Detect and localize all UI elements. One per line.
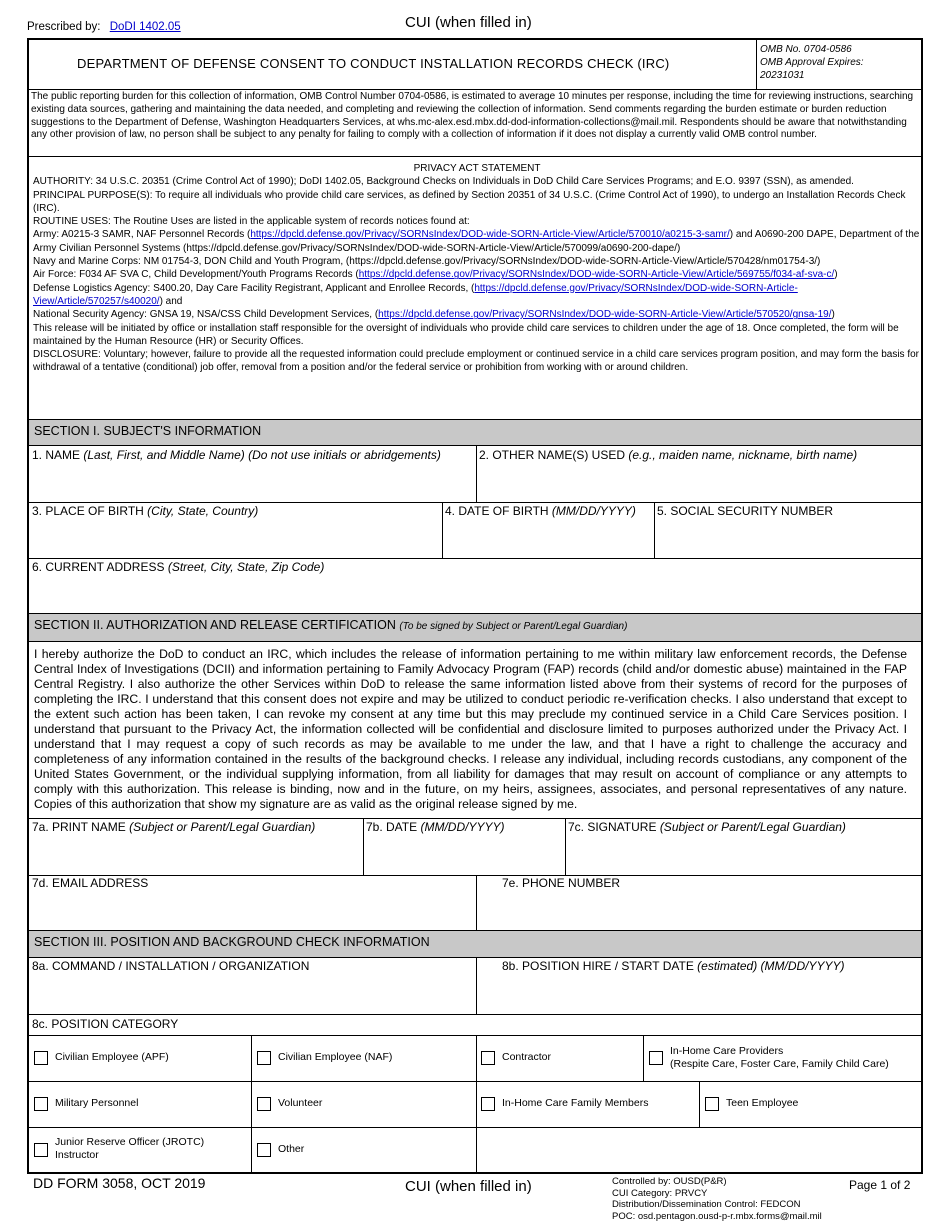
start-date-input[interactable] [480, 976, 920, 1010]
military-label: Military Personnel [55, 1097, 139, 1109]
cui-category: CUI Category: PRVCY [612, 1187, 708, 1199]
civ-apf-label: Civilian Employee (APF) [55, 1051, 169, 1063]
privacy-nsa [33, 308, 921, 321]
place-of-birth-input[interactable] [33, 521, 439, 555]
poc-email: POC: osd.pentagon.ousd-p-r.mbx.forms@mail.mil [612, 1210, 822, 1222]
date-of-birth-input[interactable] [446, 521, 651, 555]
inhome-providers-checkbox[interactable] [649, 1051, 663, 1065]
military-checkbox[interactable] [34, 1097, 48, 1111]
prescribed-by [27, 21, 181, 34]
privacy-heading: PRIVACY ACT STATEMENT [413, 163, 541, 174]
page-number: Page 1 of 2 [849, 1178, 911, 1192]
command-input[interactable] [33, 976, 473, 1010]
dla-sorn-link[interactable]: https://dpcld.defense.gov/Privacy/SORNsIndex/DOD-wide-SORN-Article-View/Article/570257/s40020/ [33, 282, 798, 307]
section-2-header [29, 613, 921, 642]
signature-field[interactable] [569, 837, 920, 871]
section-2-title: SECTION II. AUTHORIZATION AND RELEASE CERTIFICATION [34, 618, 396, 632]
volunteer-label: Volunteer [278, 1097, 323, 1109]
prescribed-label: Prescribed by: [27, 21, 101, 33]
teen-label: Teen Employee [726, 1097, 799, 1109]
other-label: Other [278, 1143, 305, 1155]
field-8c-label: 8c. POSITION CATEGORY [32, 1017, 179, 1031]
jrotc-checkbox[interactable] [34, 1143, 48, 1157]
date-signed-input[interactable] [367, 837, 562, 871]
field-7c-label: 7c. SIGNATURE (Subject or Parent/Legal Guardian) [568, 820, 846, 834]
contractor-label: Contractor [502, 1051, 552, 1063]
field-2-label: 2. OTHER NAME(S) USED (e.g., maiden name, nickname, birth name) [479, 448, 858, 462]
field-8a-label: 8a. COMMAND / INSTALLATION / ORGANIZATION [32, 959, 310, 973]
civ-apf-checkbox[interactable] [34, 1051, 48, 1065]
privacy-airforce [33, 268, 921, 281]
prescribed-link[interactable]: DoDI 1402.05 [109, 21, 181, 33]
cui-designation-block [612, 1176, 822, 1222]
privacy-army [33, 228, 921, 255]
form-title: DEPARTMENT OF DEFENSE CONSENT TO CONDUCT INSTALLATION RECORDS CHECK (IRC) [77, 56, 670, 71]
civ-naf-checkbox[interactable] [257, 1051, 271, 1065]
inhome-family-label: In-Home Care Family Members [502, 1097, 649, 1109]
af-text-2: ) [834, 269, 838, 281]
dla-text: Defense Logistics Agency: S400.20, Day Care Facility Registrant, Applicant and Enrollee Records, ( [33, 282, 475, 294]
cui-marking-bottom: CUI (when filled in) [405, 1178, 532, 1195]
dissemination-control: Distribution/Dissemination Control: FEDCON [612, 1199, 801, 1210]
form-id: DD FORM 3058, OCT 2019 [33, 1175, 206, 1191]
ssn-input[interactable] [658, 521, 920, 555]
field-8b-label: 8b. POSITION HIRE / START DATE (estimated) (MM/DD/YYYY) [502, 959, 845, 973]
army-text-2: ) and A0690-200 DAPE, Department of the Army Civilian Personnel Systems (https://dpcld.defense.gov/Privacy/SORNsIndex/DOD-wide-SORN-Article-View/Article/570099/a0690-200-dape/) [33, 229, 920, 254]
omb-block [760, 43, 864, 82]
name-input[interactable] [33, 465, 473, 499]
field-7a-label: 7a. PRINT NAME (Subject or Parent/Legal Guardian) [32, 820, 316, 834]
army-sorn-link[interactable]: https://dpcld.defense.gov/Privacy/SORNsIndex/DOD-wide-SORN-Article-View/Article/570010/a0215-3-samr/ [250, 229, 730, 241]
phone-input[interactable] [480, 893, 920, 927]
teen-checkbox[interactable] [705, 1097, 719, 1111]
field-7d-label: 7d. EMAIL ADDRESS [32, 876, 149, 890]
jrotc-label: Junior Reserve Officer (JROTC) Instructor [55, 1136, 205, 1161]
privacy-disclosure: DISCLOSURE: Voluntary; however, failure to provide all the requested information could preclude employment or continued service in a child care services program position, and may form the basis for withdrawal of a tentative (conditional) job offer, removal from a position and/or the federal service or prohibition from working with or around children. [33, 349, 919, 374]
omb-expires-label: OMB Approval Expires: [760, 57, 864, 68]
other-names-input[interactable] [480, 465, 920, 499]
privacy-authority: AUTHORITY: 34 U.S.C. 20351 (Crime Control Act of 1990); DoDI 1402.05, Background Checks on Individuals in DoD Child Care Services Programs; and E.O. 9397 (SSN), as amended. [33, 176, 854, 188]
field-5-label: 5. SOCIAL SECURITY NUMBER [657, 504, 834, 518]
form-page [27, 38, 923, 1174]
burden-statement: The public reporting burden for this collection of information, OMB Control Number 0704-0586, is estimated to average 10 minutes per response, including the time for reviewing instructions, searching existing data sources, gathering and maintaining the data needed, and completing and reviewing the collection of information. Send comments regarding the burden estimate or burden reduction suggestions to the Department of Defense, Washington Headquarters Services, at whs.mc-alex.esd.mbx.dd-dod-information-collections@mail.mil. Respondents should be aware that notwithstanding any other provision of law, no person shall be subject to any penalty for failing to comply with a collection of information if it does not display a currently valid OMB control number. [31, 91, 914, 141]
controlled-by: Controlled by: OUSD(P&R) [612, 1176, 727, 1187]
section-1-header [29, 419, 921, 446]
cui-marking-top: CUI (when filled in) [405, 14, 532, 31]
contractor-checkbox[interactable] [481, 1051, 495, 1065]
volunteer-checkbox[interactable] [257, 1097, 271, 1111]
section-2-subtitle: (To be signed by Subject or Parent/Legal Guardian) [399, 621, 628, 632]
field-6-label: 6. CURRENT ADDRESS (Street, City, State, Zip Code) [32, 560, 325, 574]
field-3-label: 3. PLACE OF BIRTH (City, State, Country) [32, 504, 259, 518]
privacy-purpose: PRINCIPAL PURPOSE(S): To require all individuals who provide child care services, as defined by Section 20351 of 34 U.S.C. (Crime Control Act of 1990), to undergo an Installation Records Check (IRC). [33, 189, 906, 214]
civ-naf-label: Civilian Employee (NAF) [278, 1051, 393, 1063]
privacy-dla [33, 282, 921, 309]
inhome-providers-label: In-Home Care Providers (Respite Care, Foster Care, Family Child Care) [670, 1045, 889, 1070]
inhome-family-checkbox[interactable] [481, 1097, 495, 1111]
field-4-label: 4. DATE OF BIRTH (MM/DD/YYYY) [445, 504, 636, 518]
privacy-act-statement [33, 162, 921, 375]
privacy-release: This release will be initiated by office or installation staff responsible for the oversight of individuals who provide child care services to children under the age of 18. Once completed, the form will be maintained by the Human Resource (HR) or Security Offices. [33, 322, 899, 347]
field-1-label: 1. NAME (Last, First, and Middle Name) (Do not use initials or abridgements) [32, 448, 441, 462]
af-sorn-link[interactable]: https://dpcld.defense.gov/Privacy/SORNsIndex/DOD-wide-SORN-Article-View/Article/569755/f034-af-sva-c/ [358, 269, 835, 281]
omb-expires-date: 20231031 [760, 70, 805, 81]
authorization-text: I hereby authorize the DoD to conduct an IRC, which includes the release of information pertaining to me within military law enforcement records, the Defense Central Index of Investigations (DCII) and information pertaining to Family Advocacy Program (FAP) records (child and/or domestic abuse) maintained in the FAP Central Registry. I also authorize the other Services within DoD to release the same information listed above from their systems of record for the purposes of completing the IRC. I understand that this consent does not expire and may be utilized to conduct periodic re-verification checks. I also understand that except to the extent such action has been taken, I can revoke my consent at any time but this may preclude my continued service in a Child Care Services position. I understand that pursuant to the Privacy Act, the information collected will be confidential and disclosure limited to purposes authorized under the Privacy Act. I understand that I may request a copy of such records as may be available to me under the law, and that I have a right to challenge the accuracy and completeness of any information contained in the results of the background checks. I release any individual, including records custodians, any component of the United States Government, or the individual supplying information, from all liability for damages that may result on account of compliance or any attempts to comply with this authorization. This release is binding, now and in the future, on my heirs, assignees, associates, and personal representatives of any nature. Copies of this authorization that show my signature are as valid as the original release signed by me. [34, 647, 907, 811]
field-7b-label: 7b. DATE (MM/DD/YYYY) [366, 820, 505, 834]
section-1-title: SECTION I. SUBJECT'S INFORMATION [34, 424, 262, 438]
other-checkbox[interactable] [257, 1143, 271, 1157]
section-3-title: SECTION III. POSITION AND BACKGROUND CHECK INFORMATION [34, 935, 430, 949]
field-7e-label: 7e. PHONE NUMBER [502, 876, 621, 890]
army-text: Army: A0215-3 SAMR, NAF Personnel Records ( [33, 229, 251, 241]
dla-text-2: ) and [159, 295, 183, 307]
af-text: Air Force: F034 AF SVA C, Child Development/Youth Programs Records ( [33, 269, 359, 281]
privacy-navy: Navy and Marine Corps: NM 01754-3, DON Child and Youth Program, (https://dpcld.defense.gov/Privacy/SORNsIndex/DOD-wide-SORN-Article-View/Article/570428/nm01754-3/) [33, 256, 821, 268]
nsa-text: National Security Agency: GNSA 19, NSA/CSS Child Development Services, ( [33, 309, 379, 321]
privacy-routine-uses: ROUTINE USES: The Routine Uses are listed in the applicable system of records notices found at: [33, 216, 470, 228]
omb-number: OMB No. 0704-0586 [760, 44, 852, 55]
print-name-input[interactable] [33, 837, 360, 871]
email-input[interactable] [33, 893, 473, 927]
section-3-header [29, 930, 921, 958]
nsa-sorn-link[interactable]: https://dpcld.defense.gov/Privacy/SORNsIndex/DOD-wide-SORN-Article-View/Article/570520/gnsa-19/ [378, 309, 832, 321]
current-address-input[interactable] [33, 577, 920, 611]
nsa-text-2: ) [831, 309, 835, 321]
